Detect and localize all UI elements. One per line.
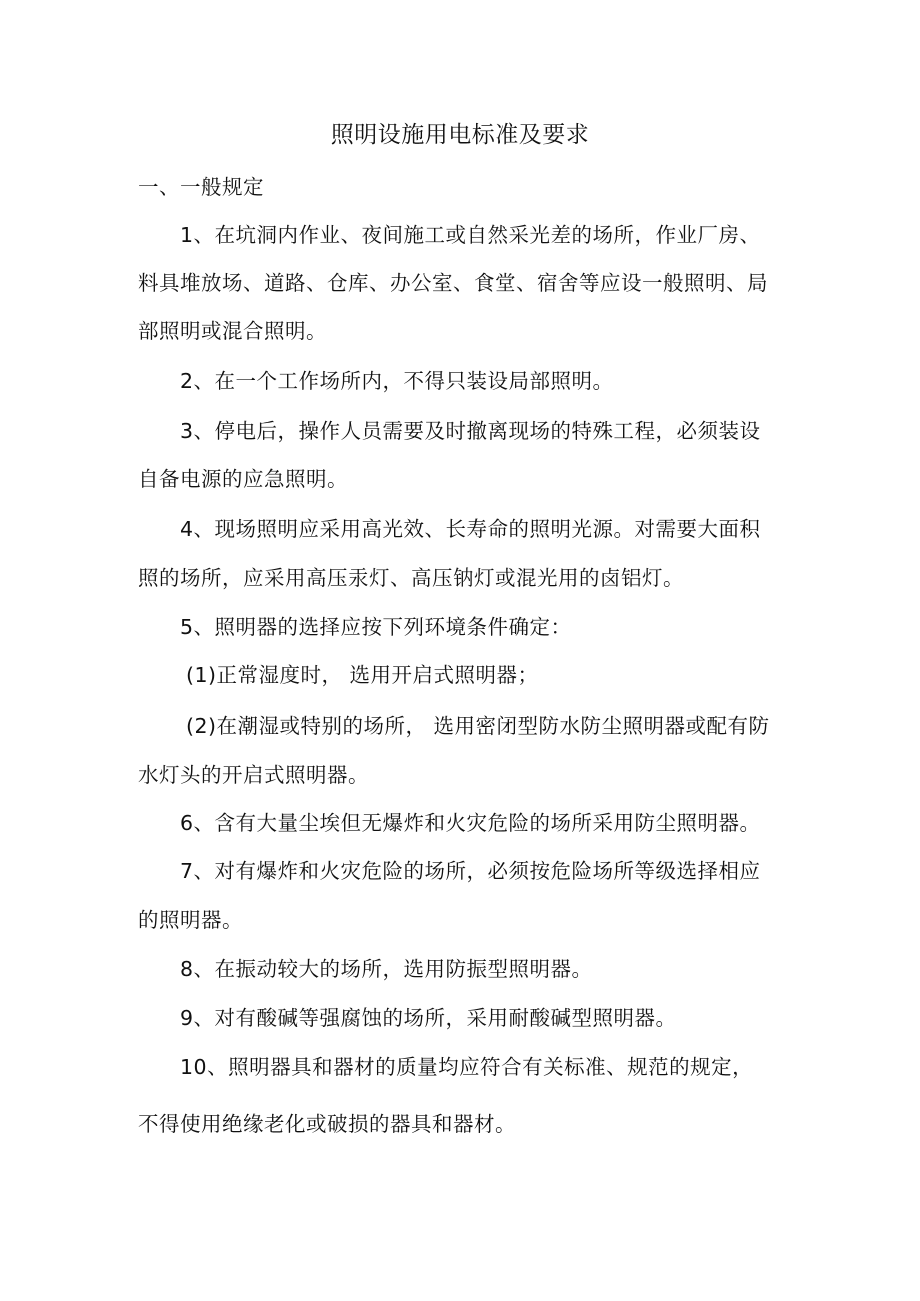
paragraph-line: 照的场所，应采用高压汞灯、高压钠灯或混光用的卤铝灯。 xyxy=(138,566,684,590)
paragraph-line: 料具堆放场、道路、仓库、办公室、食堂、宿舍等应设一般照明、局 xyxy=(138,271,768,295)
paragraph-line: 4、现场照明应采用高光效、长寿命的照明光源。对需要大面积 xyxy=(180,517,761,541)
paragraph-line: 部照明或混合照明。 xyxy=(138,319,327,343)
paragraph-line: 2、在一个工作场所内，不得只装设局部照明。 xyxy=(180,369,614,393)
paragraph-line: 6、含有大量尘埃但无爆炸和火灾危险的场所采用防尘照明器。 xyxy=(180,811,761,835)
paragraph-line: 3、停电后，操作人员需要及时撤离现场的特殊工程，必须装设 xyxy=(180,419,761,443)
paragraph-line: (1)正常湿度时， 选用开启式照明器； xyxy=(186,663,539,687)
paragraph-line: (2)在潮湿或特别的场所， 选用密闭型防水防尘照明器或配有防 xyxy=(186,714,770,738)
paragraph-line: 9、对有酸碱等强腐蚀的场所，采用耐酸碱型照明器。 xyxy=(180,1006,677,1030)
paragraph-line: 自备电源的应急照明。 xyxy=(138,467,348,491)
paragraph-line: 1、在坑洞内作业、夜间施工或自然采光差的场所，作业厂房、 xyxy=(180,223,761,247)
paragraph-line: 5、照明器的选择应按下列环境条件确定： xyxy=(180,615,572,639)
page-title: 照明设施用电标准及要求 xyxy=(330,122,590,148)
paragraph-line: 不得使用绝缘老化或破损的器具和器材。 xyxy=(138,1112,516,1136)
section-heading: 一、一般规定 xyxy=(138,175,264,199)
paragraph-line: 10、照明器具和器材的质量均应符合有关标准、规范的规定， xyxy=(180,1055,754,1079)
paragraph-line: 水灯头的开启式照明器。 xyxy=(138,763,369,787)
paragraph-line: 7、对有爆炸和火灾危险的场所，必须按危险场所等级选择相应 xyxy=(180,859,761,883)
paragraph-line: 的照明器。 xyxy=(138,908,243,932)
paragraph-line: 8、在振动较大的场所，选用防振型照明器。 xyxy=(180,957,593,981)
